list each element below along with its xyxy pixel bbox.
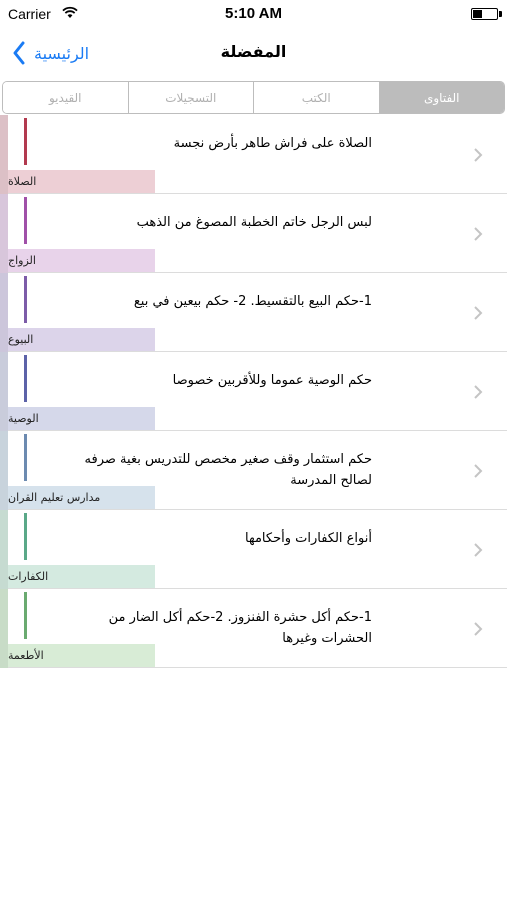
favorites-list [0, 115, 507, 668]
chevron-right-icon [472, 383, 484, 401]
category-stripe [24, 434, 27, 481]
row-edge [0, 589, 8, 668]
battery-tip [499, 11, 502, 17]
list-item[interactable] [0, 589, 507, 668]
category-label: الوصية [8, 407, 155, 430]
list-item[interactable] [0, 431, 507, 510]
list-item[interactable] [0, 273, 507, 352]
back-label: الرئيسية [34, 43, 90, 63]
chevron-right-icon [472, 620, 484, 638]
chevron-right-icon [472, 225, 484, 243]
chevron-right-icon [472, 146, 484, 164]
item-title: حكم الوصية عموما وللأقربين خصوصا [172, 373, 372, 388]
category-stripe [24, 355, 27, 402]
row-edge [0, 194, 8, 273]
category-label: الصلاة [8, 170, 155, 193]
clock: 5:10 AM [225, 5, 282, 22]
category-stripe [24, 276, 27, 323]
list-item[interactable] [0, 194, 507, 273]
segment-video[interactable]: القيديو [3, 82, 129, 113]
carrier-label: Carrier [8, 6, 51, 22]
row-edge [0, 431, 8, 510]
item-title: الصلاة على فراش طاهر بأرض نجسة [173, 136, 372, 151]
category-segmented-control [2, 81, 505, 114]
item-title: لبس الرجل خاتم الخطبة المصوغ من الذهب [136, 215, 372, 230]
category-stripe [24, 197, 27, 244]
list-item[interactable] [0, 352, 507, 431]
category-label: الزواج [8, 249, 155, 272]
segment-books[interactable]: الكتب [254, 82, 380, 113]
segment-recordings[interactable]: التسجيلات [129, 82, 255, 113]
category-label: الكفارات [8, 565, 155, 588]
category-label: البيوع [8, 328, 155, 351]
segment-fatwas[interactable]: الفتاوى [380, 82, 505, 113]
item-title: حكم استثمار وقف صغير مخصص للتدريس بغية صرفه لصالح المدرسة [84, 452, 372, 488]
list-item[interactable] [0, 115, 507, 194]
status-bar [0, 0, 507, 30]
category-label: مدارس تعليم القران [8, 486, 155, 509]
navigation-bar [0, 30, 507, 74]
category-stripe [24, 118, 27, 165]
item-title: 1-حكم البيع بالتقسيط. 2- حكم بيعين في بيع [133, 294, 372, 309]
item-title: 1-حكم أكل حشرة الفنزوز. 2-حكم أكل الضار من الحشرات وغيرها [108, 610, 372, 646]
battery-icon [471, 8, 498, 20]
row-edge [0, 510, 8, 589]
page-title: المفضلة [220, 42, 287, 61]
row-edge [0, 115, 8, 194]
list-item[interactable] [0, 510, 507, 589]
chevron-right-icon [472, 462, 484, 480]
item-title: أنواع الكفارات وأحكامها [245, 531, 372, 546]
category-stripe [24, 592, 27, 639]
row-edge [0, 273, 8, 352]
category-label: الأطعمة [8, 644, 155, 667]
row-edge [0, 352, 8, 431]
category-stripe [24, 513, 27, 560]
chevron-right-icon [472, 304, 484, 322]
chevron-right-icon [472, 541, 484, 559]
